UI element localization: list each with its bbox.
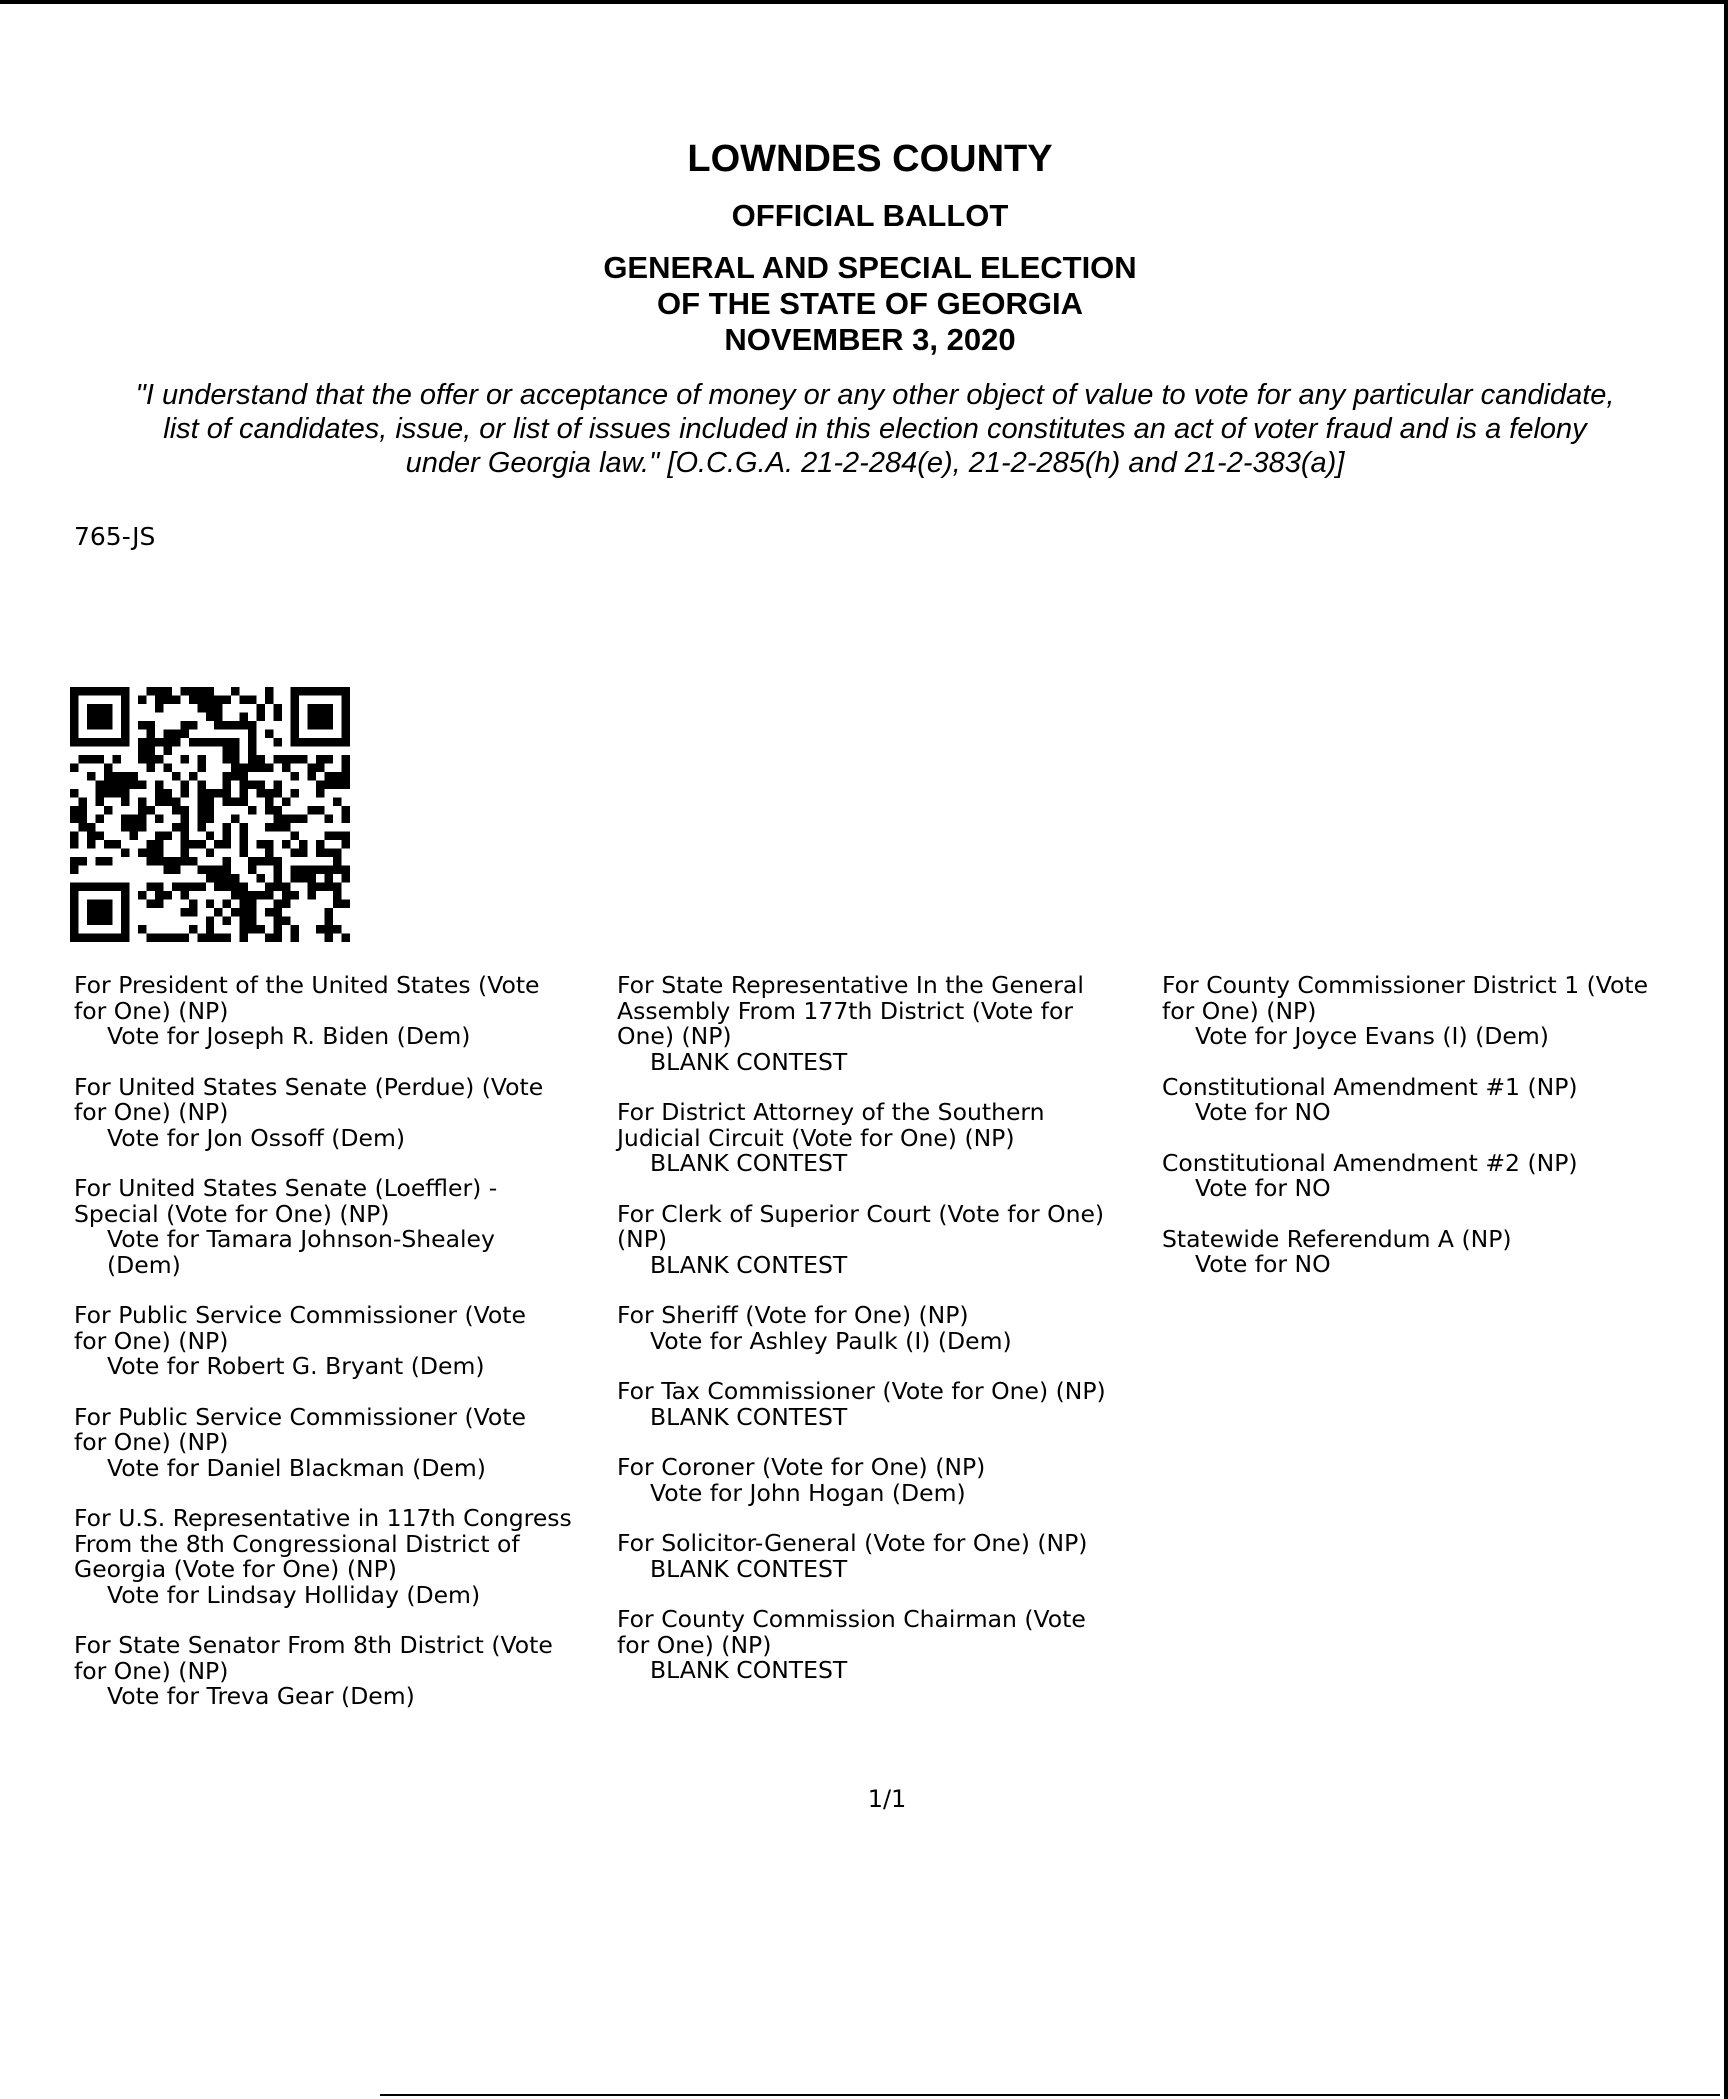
contest-item [617,1607,1162,1684]
contest-item [617,1303,1162,1354]
contest-office: For United States Senate (Loeffler) - Special (Vote for One) (NP) [74,1174,498,1228]
election-line-1: GENERAL AND SPECIAL ELECTION [603,250,1137,285]
contest-selection: Vote for Jon Ossoff (Dem) [107,1123,406,1152]
contest-office: For District Attorney of the Southern Judicial Circuit (Vote for One) (NP) [617,1098,1045,1152]
contest-office: For Clerk of Superior Court (Vote for One) (NP) [617,1199,1105,1253]
contest-column-1 [74,973,614,1735]
contest-office: For County Commissioner District 1 (Vote for One) (NP) [1162,971,1649,1025]
contest-item [617,973,1162,1075]
contest-item [617,1531,1162,1582]
contest-office: For Public Service Commissioner (Vote for One) (NP) [74,1301,526,1355]
contest-selection: BLANK CONTEST [650,1554,848,1583]
statement-line-2: list of candidates, issue, or list of issues included in this election constitutes an act of voter fraud and is a felony [163,413,1587,445]
contest-selection: Vote for Ashley Paulk (I) (Dem) [650,1326,1012,1355]
election-date: NOVEMBER 3, 2020 [724,322,1016,357]
scan-edge-bottom [380,2094,1720,2096]
contest-item [1162,1148,1682,1202]
contest-item [74,1402,614,1482]
contest-selection: BLANK CONTEST [650,1250,848,1279]
contest-item [617,1455,1162,1506]
contest-item [74,1303,614,1380]
contest-selection: BLANK CONTEST [650,1656,848,1684]
contest-selection: Vote for Tamara Johnson-Shealey (Dem) [107,1225,495,1279]
contest-office: Statewide Referendum A (NP) [1162,1224,1512,1253]
contest-office: For Coroner (Vote for One) (NP) [617,1453,986,1481]
contest-office: For U.S. Representative in 117th Congress From the 8th Congressional District of Georgia (Vote for One) (NP) [74,1504,572,1583]
contest-item [74,973,614,1050]
contest-office: For County Commission Chairman (Vote for One) (NP) [617,1605,1086,1659]
election-title [0,250,1728,358]
election-line-2: OF THE STATE OF GEORGIA [657,286,1083,321]
contest-item [74,1506,614,1608]
contest-office: Constitutional Amendment #1 (NP) [1162,1072,1578,1101]
ballot-title: OFFICIAL BALLOT [731,198,1009,233]
contest-selection: BLANK CONTEST [650,1047,848,1076]
contest-selection: BLANK CONTEST [650,1149,848,1177]
contest-office: For United States Senate (Perdue) (Vote for One) (NP) [74,1072,544,1126]
contest-office: For Public Service Commissioner (Vote for One) (NP) [74,1402,526,1456]
contest-selection: Vote for Treva Gear (Dem) [107,1682,415,1710]
contest-office: For Solicitor-General (Vote for One) (NP) [617,1529,1088,1557]
contest-selection: Vote for Joseph R. Biden (Dem) [107,1022,471,1050]
statement-line-3: under Georgia law." [O.C.G.A. 21-2-284(e), 21-2-285(h) and 21-2-383(a)] [405,447,1345,479]
contest-item [617,1100,1162,1177]
contest-office: For Sheriff (Vote for One) (NP) [617,1301,969,1329]
contest-office: For State Representative In the General Assembly From 177th District (Vote for One) (NP) [617,971,1084,1050]
contest-selection: Vote for Joyce Evans (I) (Dem) [1195,1022,1549,1050]
contest-selection: Vote for NO [1195,1250,1331,1278]
contest-column-3 [1162,973,1682,1303]
contest-item [74,1072,614,1152]
contest-item [1162,973,1682,1050]
contest-item [74,1633,614,1710]
statement-line-1: "I understand that the offer or acceptance of money or any other object of value to vote for any particular candidate, [135,379,1615,411]
contest-selection: BLANK CONTEST [650,1402,848,1431]
contest-selection: Vote for NO [1195,1174,1331,1202]
voter-fraud-statement [60,378,1690,480]
ballot-header [0,132,1728,358]
ballot-style-code: 765-JS [74,522,156,551]
contest-item [617,1199,1162,1279]
contest-selection: Vote for Robert G. Bryant (Dem) [107,1352,485,1380]
contest-item [1162,1224,1682,1278]
scan-edge-top [0,0,1728,4]
contest-office: For State Senator From 8th District (Vote for One) (NP) [74,1631,553,1685]
contest-item [1162,1072,1682,1126]
county-title: LOWNDES COUNTY [687,138,1053,180]
qr-code-icon [70,687,350,942]
contest-selection: Vote for NO [1195,1098,1331,1126]
contest-office: For President of the United States (Vote for One) (NP) [74,971,540,1025]
contest-office: For Tax Commissioner (Vote for One) (NP) [617,1377,1106,1405]
contest-column-2 [617,973,1162,1709]
contest-item [74,1176,614,1278]
contest-selection: Vote for John Hogan (Dem) [650,1478,966,1507]
contest-office: Constitutional Amendment #2 (NP) [1162,1148,1578,1177]
page-number: 1/1 [867,1785,907,1813]
contest-selection: Vote for Daniel Blackman (Dem) [107,1453,486,1482]
contest-selection: Vote for Lindsay Holliday (Dem) [107,1580,481,1609]
contest-item [617,1379,1162,1430]
